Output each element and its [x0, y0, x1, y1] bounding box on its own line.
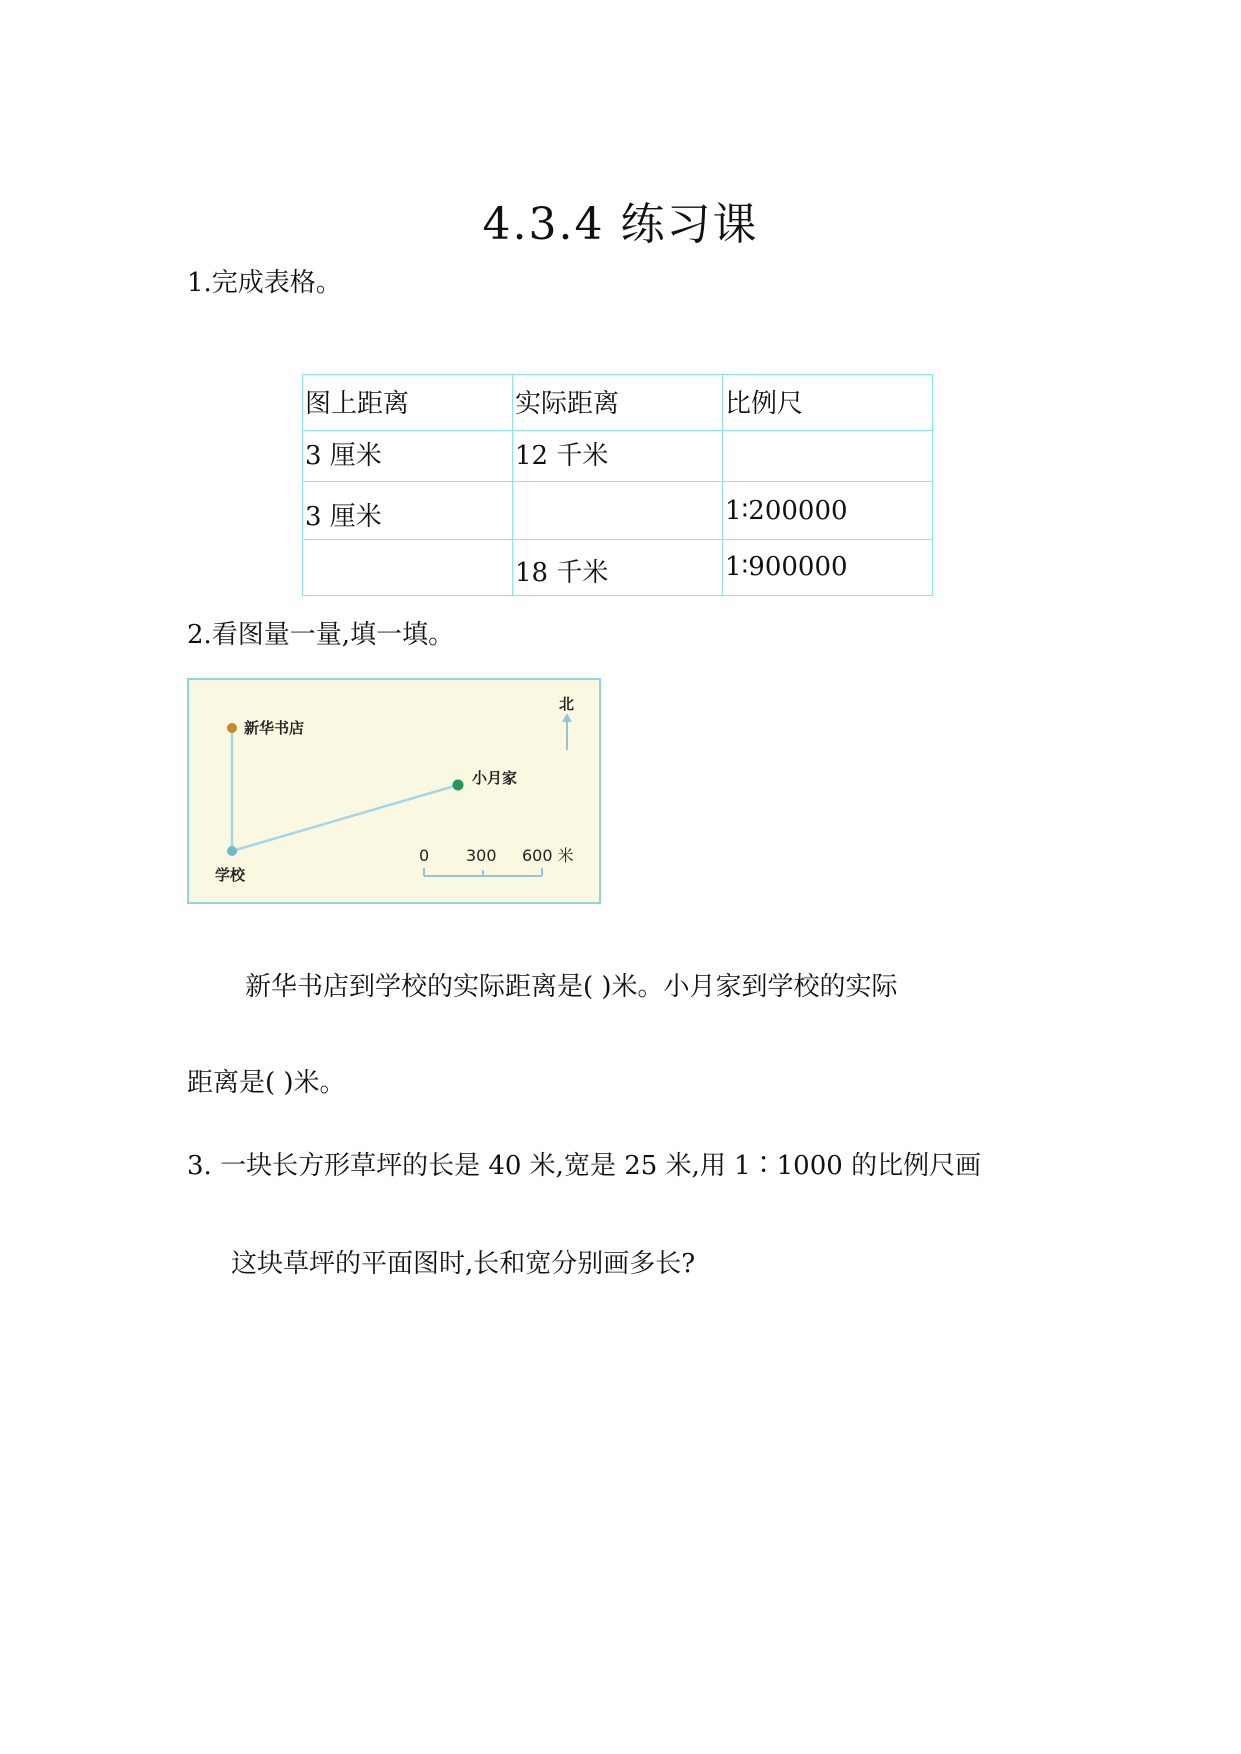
table-cell[interactable]	[723, 431, 933, 482]
north-label: 北	[559, 695, 575, 713]
bookstore-label: 新华书店	[244, 719, 305, 737]
scale-table	[302, 374, 933, 596]
school-dot	[227, 846, 237, 856]
home-dot	[453, 780, 464, 791]
table-cell[interactable]	[513, 482, 723, 540]
table-cell: 18 千米	[513, 540, 723, 596]
school-label: 学校	[215, 866, 246, 884]
table-cell: 3 厘米	[303, 431, 513, 482]
question-3-line-1: 3. 一块长方形草坪的长是 40 米,宽是 25 米,用 1∶1000 的比例尺画	[187, 1151, 982, 1181]
page-title: 4.3.4 练习课	[482, 199, 759, 250]
scale-tick-300: 300	[466, 846, 497, 865]
home-label: 小月家	[472, 769, 518, 787]
table-cell: 12 千米	[513, 431, 723, 482]
home-school-line	[232, 785, 458, 851]
question-2-line-2: 距离是( )米。	[187, 1068, 346, 1098]
question-2-line-1: 新华书店到学校的实际距离是( )米。小月家到学校的实际	[245, 972, 898, 1002]
table-header-row	[303, 375, 933, 431]
map-drawing	[189, 680, 603, 906]
scale-bar	[424, 868, 542, 876]
scale-tick-0: 0	[419, 846, 430, 865]
question-3-line-2: 这块草坪的平面图时,长和宽分别画多长?	[231, 1249, 696, 1279]
header-actual-distance: 实际距离	[513, 375, 723, 431]
table-row	[303, 482, 933, 540]
header-map-distance: 图上距离	[303, 375, 513, 431]
table-cell: 1∶900000	[723, 540, 933, 596]
bookstore-dot	[227, 723, 237, 733]
north-arrow-icon	[562, 713, 572, 750]
header-scale: 比例尺	[723, 375, 933, 431]
school-map	[187, 678, 601, 904]
question-1-prompt: 1.完成表格。	[187, 268, 342, 298]
table-cell: 1∶200000	[723, 482, 933, 540]
question-2-prompt: 2.看图量一量,填一填。	[187, 620, 455, 650]
table-row	[303, 540, 933, 596]
scale-tick-600: 600 米	[522, 846, 574, 865]
table-row	[303, 431, 933, 482]
table-cell: 3 厘米	[303, 482, 513, 540]
table-cell[interactable]	[303, 540, 513, 596]
